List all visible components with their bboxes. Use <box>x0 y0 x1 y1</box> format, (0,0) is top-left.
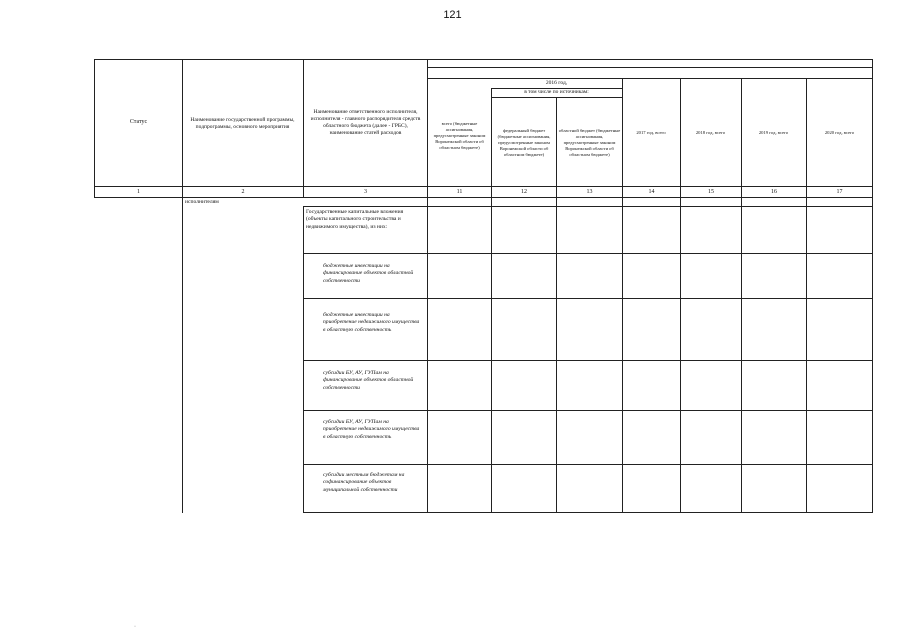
header-including-sources: в том числе по источникам: <box>524 88 589 95</box>
column-number: 13 <box>586 189 593 195</box>
column-number: 11 <box>456 189 463 195</box>
column-numbers-bottom-border <box>94 197 873 198</box>
column-divider <box>491 88 492 198</box>
body-column-divider <box>806 197 807 513</box>
column-number: 2 <box>241 189 245 195</box>
column-number: 14 <box>648 189 655 195</box>
header-year-2017: 2017 год, всего <box>636 129 666 135</box>
header-bottom-border <box>94 186 873 187</box>
body-column-divider <box>491 197 492 513</box>
row-border <box>303 253 873 254</box>
header-sub-line <box>427 67 873 68</box>
column-divider <box>427 59 428 198</box>
header-year-2020: 2020 год, всего <box>824 129 855 135</box>
header-total-2016: всего (бюджетные ассигнования, предусмотренные законом Воронежской области об областном бюджете) <box>433 120 486 151</box>
header-executor-name: Наименование ответственного исполнителя, исполнителя - главного распорядителя средств областного бюджета (далее - ГРБС), наименование статей расходов <box>310 108 421 137</box>
body-column-divider <box>680 197 681 513</box>
column-number: 16 <box>771 189 777 195</box>
row-subsidies-acquisition: субсидии БУ, АУ, ГУПам на приобретение недвижимого имущества в областную собственность <box>323 419 420 440</box>
body-column-divider <box>622 197 623 513</box>
body-column-divider <box>427 197 428 513</box>
header-year-2016: 2016 год, <box>545 79 568 86</box>
body-column-divider <box>741 197 742 513</box>
row-border <box>303 206 873 207</box>
header-federal-budget: федеральный бюджет (бюджетные ассигнования, предусмотренные законом Воронежской области об областном бюджете) <box>497 127 551 158</box>
footer-mark: · <box>134 624 136 630</box>
row-border <box>303 360 873 361</box>
column-divider <box>182 59 183 513</box>
column-divider <box>806 78 807 198</box>
column-number: 1 <box>137 189 140 195</box>
body-column-divider <box>556 197 557 513</box>
row-budget-investments-financing: бюджетные инвестиции на финансирование объектов областной собственности <box>323 263 414 284</box>
column-divider <box>741 78 742 198</box>
row-border <box>303 410 873 411</box>
row-budget-investments-acquisition: бюджетные инвестиции на приобретение недвижимого имущества в областную собственность <box>323 312 420 333</box>
column-divider <box>556 97 557 198</box>
header-regional-budget: областной бюджет (бюджетные ассигнования, предусмотренные законом Воронежской области об областном бюджете) <box>558 127 621 158</box>
column-number: 12 <box>521 189 527 195</box>
page-number: 121 <box>443 9 462 21</box>
header-program-name: Наименование государственной программы, подпрограммы, основного мероприятия <box>190 116 295 130</box>
row-subsidies-municipal: субсидии местным бюджетам на софинансирование объектов муниципальной собственности <box>323 472 405 493</box>
column-number: 17 <box>836 189 843 195</box>
column-divider <box>680 78 681 198</box>
column-divider <box>622 78 623 198</box>
table-right-border <box>872 59 873 513</box>
col2-executors-text: исполнителям <box>185 199 219 205</box>
table-bottom-border <box>303 512 873 513</box>
header-year-2018: 2018 год, всего <box>695 129 726 135</box>
table-top-border <box>94 59 873 60</box>
column-number: 15 <box>708 189 714 195</box>
row-border <box>303 298 873 299</box>
row-subsidies-financing: субсидии БУ, АУ, ГУПам на финансирование объектов областной собственности <box>323 370 414 391</box>
column-divider <box>303 59 304 198</box>
header-year-2019: 2019 год, всего <box>758 129 789 135</box>
row-capital-investments: Государственные капитальные вложения (объекты капитального строительства и недвижимого имущества), из них: <box>306 209 404 230</box>
header-status: Статус <box>129 119 148 126</box>
column-number: 3 <box>364 189 367 195</box>
row-border <box>303 464 873 465</box>
